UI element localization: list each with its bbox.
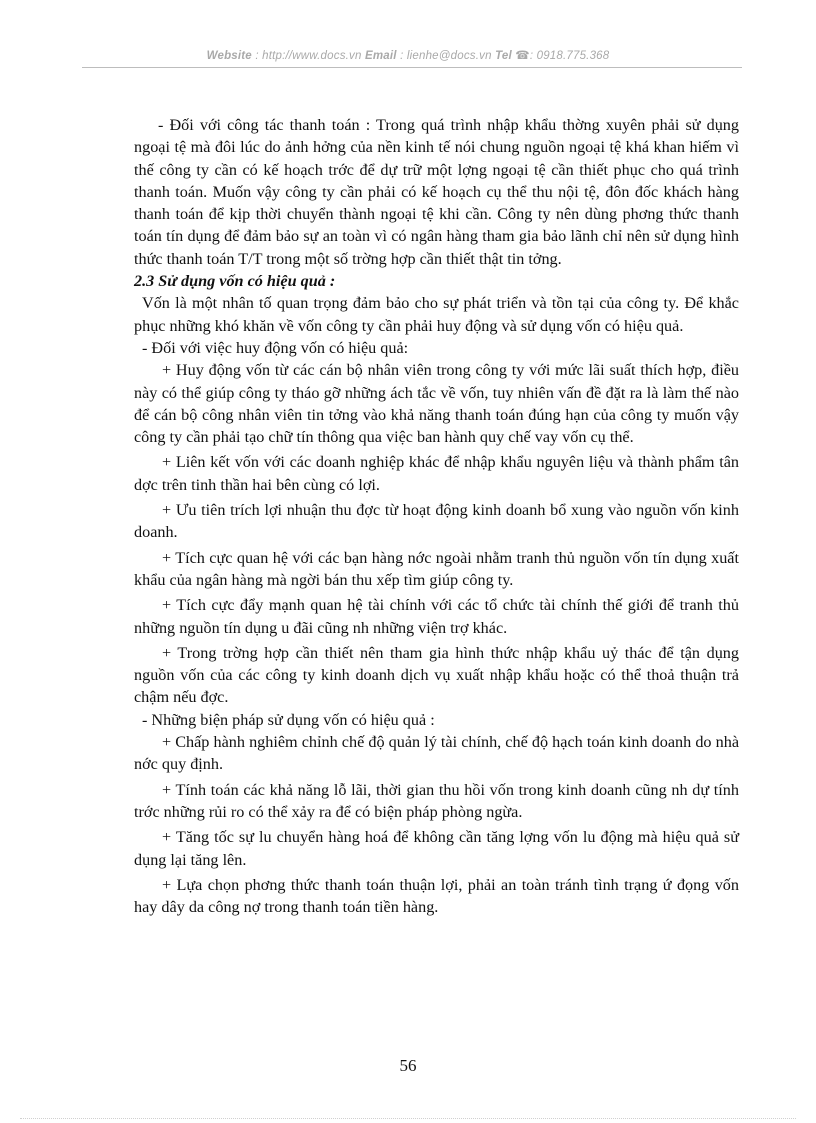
website-value: : http://www.docs.vn (255, 50, 362, 62)
page-number: 56 (399, 1056, 417, 1075)
paragraph-usage-heading: - Những biện pháp sử dụng vốn có hiệu quả : (142, 710, 435, 729)
header-divider (82, 67, 742, 68)
list-item: + Tích cực quan hệ với các bạn hàng nớc ngoài nhằm tranh thủ nguồn vốn tín dụng xuất khẩu của ngân hàng mà ngời bán thu xếp tìm giúp công ty. (134, 548, 739, 589)
paragraph-capital-intro: Vốn là một nhân tố quan trọng đảm bảo cho sự phát triển và tồn tại của công ty. Để khắc phục những khó khăn về vốn công ty cần phải huy động và sử dụng vốn có hiệu quả. (134, 294, 739, 335)
tel-label: Tel (495, 50, 512, 62)
list-item: + Lựa chọn phơng thức thanh toán thuận lợi, phải an toàn tránh tình trạng ứ đọng vốn hay dây da công nợ trong thanh toán tiền hàng. (134, 875, 739, 917)
list-item: + Chấp hành nghiêm chỉnh chế độ quản lý tài chính, chế độ hạch toán kinh doanh do nhà nớc quy định. (134, 733, 739, 774)
footer-divider (20, 1118, 796, 1119)
document-body (134, 114, 739, 918)
tel-value: ☎: 0918.775.368 (515, 50, 610, 62)
list-item: + Tính toán các khả năng lỗ lãi, thời gian thu hồi vốn trong kinh doanh cũng nh dự tính trớc những rủi ro có thể xảy ra để có biện pháp phòng ngừa. (134, 780, 739, 821)
page-header (0, 48, 816, 62)
list-item: + Trong trờng hợp cần thiết nên tham gia hình thức nhập khẩu uỷ thác để tận dụng nguồn vốn của các công ty kinh doanh dịch vụ xuất nhập khẩu hoặc có thể thoả thuận trả chậm nếu đợc. (134, 643, 739, 707)
list-item: + Ưu tiên trích lợi nhuận thu đợc từ hoạt động kinh doanh bổ xung vào nguồn vốn kinh doanh. (134, 501, 739, 542)
website-label: Website (206, 50, 252, 62)
paragraph-mobilize-heading: - Đối với việc huy động vốn có hiệu quả: (142, 338, 409, 357)
email-value: : lienhe@docs.vn (400, 50, 492, 62)
list-item: + Tăng tốc sự lu chuyển hàng hoá để không cần tăng lợng vốn lu động mà hiệu quả sử dụng lại tăng lên. (134, 828, 739, 869)
list-item: + Liên kết vốn với các doanh nghiệp khác để nhập khẩu nguyên liệu và thành phẩm tân dợc trên tinh thần hai bên cùng có lợi. (134, 453, 739, 494)
list-item: + Tích cực đẩy mạnh quan hệ tài chính với các tổ chức tài chính thế giới để tranh thủ những nguồn tín dụng u đãi cũng nh những viện trợ khác. (134, 596, 739, 637)
email-label: Email (365, 50, 397, 62)
paragraph-payment: - Đối với công tác thanh toán : Trong quá trình nhập khẩu thờng xuyên phải sử dụng ngoại tệ mà đôi lúc do ảnh hởng của nền kinh tế nói chung nguồn ngoại tệ khá khan hiếm vì thế công ty cần có kế hoạch trớc để dự trữ một lợng ngoại tệ cần thiết phục cho quá trình thanh toán. Muốn vậy công ty cần phải có kế hoạch cụ thể thu nội tệ, đôn đốc khách hàng thanh toán để kịp thời chuyển thành ngoại tệ khi cần. Công ty nên dùng phơng thức thanh toán tín dụng để đảm bảo sự an toàn vì có ngân hàng tham gia bảo lãnh chỉ nên sử dụng hình thức thanh toán T/T trong một số trờng hợp cần thiết thật tin tởng. (134, 116, 739, 268)
section-heading: 2.3 Sử dụng vốn có hiệu quả : (134, 272, 336, 291)
list-item: + Huy động vốn từ các cán bộ nhân viên trong công ty với mức lãi suất thích hợp, điều này có thể giúp công ty tháo gỡ những ách tắc về vốn, tuy nhiên vấn đề đặt ra là làm thế nào để cán bộ công nhân viên tin tởng vào khả năng thanh toán đúng hạn của công ty muốn vậy công ty cần phải tạo chữ tín thông qua việc ban hành quy chế vay vốn cụ thể. (134, 361, 739, 447)
